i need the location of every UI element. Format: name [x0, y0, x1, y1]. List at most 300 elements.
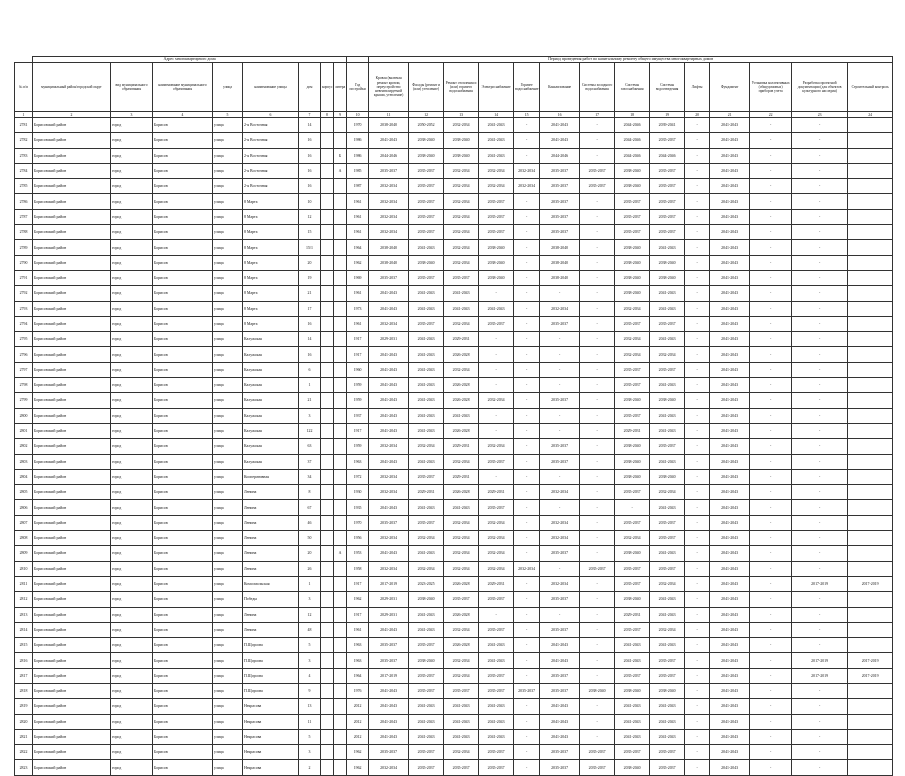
- table-cell: 1959: [347, 378, 369, 393]
- table-cell: 1937: [347, 408, 369, 423]
- column-header: вид муниципального образования: [111, 63, 153, 112]
- table-cell: -: [792, 515, 848, 530]
- table-cell: 17: [299, 301, 321, 316]
- table-cell: 2041-2043: [409, 454, 444, 469]
- table-cell: Борисовский район: [33, 668, 111, 683]
- table-cell: Ленина: [243, 500, 299, 515]
- table-cell: [848, 699, 893, 714]
- table-cell: -: [792, 133, 848, 148]
- table-cell: [848, 546, 893, 561]
- table-cell: 2032-2034: [369, 179, 409, 194]
- table-cell: 2032-2034: [444, 240, 479, 255]
- table-cell: [334, 270, 347, 285]
- table-cell: -: [750, 592, 792, 607]
- table-row: [15, 592, 893, 607]
- table-row: [15, 683, 893, 698]
- column-header: Системы водоотведения: [650, 63, 685, 112]
- column-header: Ремонт отопления и (или) горячего водоснабжения: [444, 63, 479, 112]
- table-cell: улица: [213, 316, 243, 331]
- table-cell: 2041-2043: [369, 500, 409, 515]
- table-cell: 2032-2034: [444, 179, 479, 194]
- table-cell: Борисовский район: [33, 500, 111, 515]
- column-header: Горячее водоснабжение: [514, 63, 540, 112]
- table-cell: -: [514, 225, 540, 240]
- table-cell: 21: [299, 393, 321, 408]
- table-cell: город: [111, 270, 153, 285]
- table-cell: город: [111, 362, 153, 377]
- table-cell: Борисов: [153, 332, 213, 347]
- table-cell: -: [540, 469, 580, 484]
- table-cell: -: [792, 592, 848, 607]
- table-cell: [321, 561, 334, 576]
- table-cell: -: [685, 745, 710, 760]
- table-cell: 2035-2037: [650, 225, 685, 240]
- table-cell: -: [540, 286, 580, 301]
- table-cell: 1969: [347, 270, 369, 285]
- table-cell: -: [685, 378, 710, 393]
- table-cell: 2041-2043: [615, 729, 650, 744]
- table-cell: 2038-2040: [444, 148, 479, 163]
- table-cell: 2811: [15, 576, 33, 591]
- table-cell: [848, 194, 893, 209]
- table-cell: город: [111, 622, 153, 637]
- table-cell: 2035-2037: [650, 194, 685, 209]
- table-cell: 8 Марта: [243, 225, 299, 240]
- table-cell: 63: [299, 439, 321, 454]
- table-cell: город: [111, 133, 153, 148]
- table-cell: 2041-2043: [650, 286, 685, 301]
- table-cell: улица: [213, 225, 243, 240]
- table-cell: 2038-2040: [615, 760, 650, 775]
- table-cell: 1964: [347, 240, 369, 255]
- table-row: [15, 500, 893, 515]
- table-cell: 2038-2040: [615, 270, 650, 285]
- table-cell: 2041-2043: [369, 378, 409, 393]
- table-cell: [321, 683, 334, 698]
- table-cell: 6: [299, 362, 321, 377]
- table-cell: -: [580, 485, 615, 500]
- table-cell: -: [685, 469, 710, 484]
- table-cell: 2041-2043: [409, 286, 444, 301]
- table-cell: [321, 301, 334, 316]
- table-cell: 8 Марта: [243, 240, 299, 255]
- table-cell: 2038-2040: [615, 286, 650, 301]
- table-cell: 2041-2043: [444, 699, 479, 714]
- table-cell: 2038-2040: [479, 240, 514, 255]
- table-cell: [321, 714, 334, 729]
- table-cell: 2038-2040: [615, 255, 650, 270]
- table-cell: -: [514, 408, 540, 423]
- table-cell: 1956: [347, 531, 369, 546]
- table-cell: [321, 576, 334, 591]
- table-cell: 2810: [15, 561, 33, 576]
- table-cell: [848, 729, 893, 744]
- table-cell: 2808: [15, 531, 33, 546]
- table-cell: 1963: [347, 653, 369, 668]
- table-cell: город: [111, 714, 153, 729]
- table-cell: -: [750, 683, 792, 698]
- table-cell: город: [111, 255, 153, 270]
- table-cell: 2788: [15, 225, 33, 240]
- table-cell: 2-я Восточная: [243, 148, 299, 163]
- table-cell: Борисовский район: [33, 561, 111, 576]
- table-cell: 1959: [347, 393, 369, 408]
- table-cell: -: [580, 546, 615, 561]
- table-cell: [334, 576, 347, 591]
- table-cell: 2035-2037: [580, 163, 615, 178]
- table-cell: 2032-2034: [369, 485, 409, 500]
- table-cell: улица: [213, 653, 243, 668]
- table-cell: -: [750, 378, 792, 393]
- table-cell: -: [750, 332, 792, 347]
- table-cell: город: [111, 408, 153, 423]
- table-cell: -: [750, 301, 792, 316]
- table-cell: улица: [213, 393, 243, 408]
- table-cell: Борисов: [153, 653, 213, 668]
- table-cell: 2035-2037: [369, 653, 409, 668]
- table-cell: [321, 179, 334, 194]
- table-cell: -: [514, 270, 540, 285]
- table-cell: 2041-2043: [710, 316, 750, 331]
- table-cell: 2041-2043: [540, 638, 580, 653]
- table-cell: -: [580, 225, 615, 240]
- column-number: 7: [299, 112, 321, 118]
- table-cell: Борисовский район: [33, 362, 111, 377]
- table-cell: -: [750, 531, 792, 546]
- table-cell: 2041-2043: [409, 408, 444, 423]
- table-cell: -: [685, 347, 710, 362]
- table-cell: -: [750, 255, 792, 270]
- table-cell: 1930: [347, 485, 369, 500]
- table-cell: [334, 760, 347, 775]
- table-cell: 2035-2037: [369, 163, 409, 178]
- table-cell: -: [792, 301, 848, 316]
- table-cell: 2041-2043: [409, 729, 444, 744]
- table-cell: 2041-2043: [369, 286, 409, 301]
- table-cell: 2017-2019: [848, 653, 893, 668]
- table-cell: [321, 255, 334, 270]
- table-cell: 2041-2043: [710, 163, 750, 178]
- table-cell: 2041-2043: [369, 546, 409, 561]
- table-cell: 2026-2028: [444, 347, 479, 362]
- table-cell: -: [792, 745, 848, 760]
- table-cell: город: [111, 332, 153, 347]
- table-cell: 2035-2037: [540, 225, 580, 240]
- column-number: 6: [243, 112, 299, 118]
- table-cell: -: [792, 485, 848, 500]
- table-cell: 2032-2034: [540, 515, 580, 530]
- table-cell: 2035-2037: [444, 760, 479, 775]
- table-cell: -: [580, 729, 615, 744]
- table-cell: -: [685, 209, 710, 224]
- table-cell: улица: [213, 301, 243, 316]
- table-cell: 2035-2037: [369, 270, 409, 285]
- table-cell: 2032-2034: [369, 469, 409, 484]
- table-cell: Борисовский район: [33, 469, 111, 484]
- table-cell: 1960: [347, 362, 369, 377]
- table-cell: 1917: [347, 423, 369, 438]
- table-cell: 2035-2037: [369, 515, 409, 530]
- table-cell: [334, 622, 347, 637]
- table-cell: 2035-2037: [540, 546, 580, 561]
- table-row: [15, 607, 893, 622]
- table-cell: 2041-2043: [710, 408, 750, 423]
- table-cell: 2035-2037: [615, 378, 650, 393]
- table-cell: [334, 531, 347, 546]
- table-cell: 2793: [15, 301, 33, 316]
- table-cell: город: [111, 194, 153, 209]
- table-cell: [321, 454, 334, 469]
- table-cell: 2017-2019: [848, 668, 893, 683]
- column-number: 4: [153, 112, 213, 118]
- table-cell: -: [792, 607, 848, 622]
- table-cell: 2041-2043: [479, 133, 514, 148]
- table-cell: -: [792, 240, 848, 255]
- table-cell: 2044-2046: [615, 133, 650, 148]
- table-cell: улица: [213, 714, 243, 729]
- table-cell: -: [685, 194, 710, 209]
- table-cell: 2017-2019: [369, 668, 409, 683]
- table-cell: 2032-2034: [369, 439, 409, 454]
- table-cell: 2035-2037: [650, 745, 685, 760]
- table-cell: [848, 500, 893, 515]
- table-row: [15, 714, 893, 729]
- table-cell: 2041-2043: [369, 683, 409, 698]
- table-cell: 2035-2037: [615, 362, 650, 377]
- table-cell: город: [111, 515, 153, 530]
- table-cell: 4: [299, 668, 321, 683]
- table-cell: -: [792, 179, 848, 194]
- table-cell: -: [514, 500, 540, 515]
- table-cell: Борисов: [153, 622, 213, 637]
- table-cell: -: [750, 408, 792, 423]
- table-cell: 2029-2031: [409, 485, 444, 500]
- table-cell: -: [792, 500, 848, 515]
- table-cell: 2041-2043: [615, 699, 650, 714]
- table-cell: 2035-2037: [615, 622, 650, 637]
- table-cell: -: [514, 240, 540, 255]
- table-cell: 2041-2043: [444, 408, 479, 423]
- table-cell: Калужская: [243, 393, 299, 408]
- table-cell: Ленина: [243, 531, 299, 546]
- table-cell: 1970: [347, 515, 369, 530]
- table-cell: -: [685, 270, 710, 285]
- table-cell: -: [685, 607, 710, 622]
- table-cell: [334, 423, 347, 438]
- table-cell: 2035-2037: [540, 316, 580, 331]
- table-cell: 2035-2037: [409, 683, 444, 698]
- table-cell: [321, 225, 334, 240]
- table-cell: -: [514, 745, 540, 760]
- table-cell: -: [514, 301, 540, 316]
- table-cell: [334, 393, 347, 408]
- table-cell: 2041-2043: [369, 454, 409, 469]
- table-cell: Ленина: [243, 561, 299, 576]
- column-header: улица: [213, 63, 243, 112]
- table-cell: 2041-2043: [479, 653, 514, 668]
- table-cell: 2035-2037: [479, 316, 514, 331]
- table-cell: город: [111, 240, 153, 255]
- table-cell: 2038-2040: [615, 179, 650, 194]
- table-cell: Кооперативная: [243, 469, 299, 484]
- table-cell: 2803: [15, 454, 33, 469]
- table-cell: -: [792, 439, 848, 454]
- table-cell: -: [514, 286, 540, 301]
- table-cell: 2815: [15, 638, 33, 653]
- table-cell: -: [792, 148, 848, 163]
- table-cell: Борисовский район: [33, 683, 111, 698]
- column-header: дом: [299, 63, 321, 112]
- table-cell: Борисовский район: [33, 515, 111, 530]
- table-cell: -: [479, 607, 514, 622]
- table-cell: улица: [213, 286, 243, 301]
- table-cell: 2050-2052: [409, 118, 444, 133]
- table-cell: 2041-2043: [369, 362, 409, 377]
- table-cell: [848, 332, 893, 347]
- table-cell: 2041-2043: [710, 576, 750, 591]
- column-header: наименование улицы: [243, 63, 299, 112]
- table-cell: 2035-2037: [540, 592, 580, 607]
- table-cell: [848, 393, 893, 408]
- column-header: Установка коллективных (общедомовых) приборов учета: [750, 63, 792, 112]
- column-number: 10: [347, 112, 369, 118]
- table-cell: 2041-2043: [409, 240, 444, 255]
- table-cell: 2029-2031: [369, 332, 409, 347]
- table-cell: Борисовский район: [33, 316, 111, 331]
- table-cell: город: [111, 454, 153, 469]
- table-row: [15, 576, 893, 591]
- table-cell: -: [750, 745, 792, 760]
- table-cell: город: [111, 531, 153, 546]
- table-cell: 2041-2043: [479, 729, 514, 744]
- table-cell: -: [685, 454, 710, 469]
- table-cell: -: [685, 118, 710, 133]
- table-cell: 2038-2040: [479, 270, 514, 285]
- table-cell: -: [792, 714, 848, 729]
- table-cell: 2041-2043: [710, 179, 750, 194]
- table-cell: 1962: [347, 592, 369, 607]
- table-cell: 2813: [15, 607, 33, 622]
- table-cell: 2038-2040: [615, 163, 650, 178]
- table-cell: [334, 607, 347, 622]
- table-cell: Борисовский район: [33, 745, 111, 760]
- table-cell: -: [750, 133, 792, 148]
- table-cell: 2041-2043: [710, 209, 750, 224]
- table-cell: 8 Марта: [243, 316, 299, 331]
- table-cell: 2035-2037: [479, 500, 514, 515]
- address-group-header: Адрес многоквартирного дома: [33, 57, 347, 63]
- table-cell: -: [514, 576, 540, 591]
- table-cell: -: [540, 378, 580, 393]
- table-cell: Калужская: [243, 423, 299, 438]
- table-cell: 2032-2034: [369, 316, 409, 331]
- table-cell: 2012: [347, 714, 369, 729]
- table-cell: 2035-2037: [409, 469, 444, 484]
- table-cell: 16: [299, 347, 321, 362]
- table-cell: 1962: [347, 745, 369, 760]
- table-cell: 2799: [15, 393, 33, 408]
- table-cell: 2029-2031: [615, 423, 650, 438]
- table-cell: Борисов: [153, 729, 213, 744]
- table-cell: 2032-2034: [615, 332, 650, 347]
- column-number: 8: [321, 112, 334, 118]
- table-cell: 2026-2028: [444, 423, 479, 438]
- table-cell: 2041-2043: [710, 362, 750, 377]
- table-cell: Борисов: [153, 607, 213, 622]
- table-cell: -: [792, 760, 848, 775]
- table-cell: [848, 454, 893, 469]
- table-cell: -: [685, 316, 710, 331]
- table-cell: 1961: [347, 316, 369, 331]
- table-cell: 2041-2043: [650, 714, 685, 729]
- table-cell: Некрасова: [243, 729, 299, 744]
- table-cell: город: [111, 576, 153, 591]
- table-cell: 2032-2034: [479, 393, 514, 408]
- table-cell: [321, 729, 334, 744]
- table-row: [15, 209, 893, 224]
- table-cell: -: [580, 286, 615, 301]
- table-cell: город: [111, 209, 153, 224]
- table-cell: Борисов: [153, 255, 213, 270]
- table-cell: 2041-2043: [710, 729, 750, 744]
- table-row: [15, 270, 893, 285]
- table-cell: улица: [213, 347, 243, 362]
- table-cell: -: [514, 148, 540, 163]
- table-cell: улица: [213, 423, 243, 438]
- table-cell: город: [111, 469, 153, 484]
- table-cell: [334, 286, 347, 301]
- table-cell: 2032-2034: [409, 439, 444, 454]
- table-cell: 2794: [15, 316, 33, 331]
- table-cell: 1963: [347, 638, 369, 653]
- table-cell: 1986: [347, 148, 369, 163]
- table-cell: [848, 179, 893, 194]
- table-cell: -: [580, 653, 615, 668]
- table-cell: город: [111, 286, 153, 301]
- table-cell: улица: [213, 592, 243, 607]
- table-cell: -: [750, 148, 792, 163]
- table-cell: Борисовский район: [33, 423, 111, 438]
- table-cell: 2044-2046: [540, 148, 580, 163]
- column-number: 18: [615, 112, 650, 118]
- table-cell: 2035-2037: [540, 439, 580, 454]
- table-cell: 19: [299, 270, 321, 285]
- column-header: Кровля (включая ремонт кровли, переустройство невентилируемой крыши, утепление): [369, 63, 409, 112]
- table-cell: [848, 148, 893, 163]
- table-cell: Ленина: [243, 622, 299, 637]
- table-cell: улица: [213, 118, 243, 133]
- table-cell: [334, 699, 347, 714]
- table-cell: 2035-2037: [540, 454, 580, 469]
- table-cell: [848, 240, 893, 255]
- table-cell: город: [111, 561, 153, 576]
- table-cell: 2041-2043: [710, 592, 750, 607]
- table-cell: -: [792, 118, 848, 133]
- table-cell: -: [580, 209, 615, 224]
- column-number: 3: [111, 112, 153, 118]
- column-header: литера: [334, 63, 347, 112]
- table-cell: -: [685, 332, 710, 347]
- table-cell: -: [792, 316, 848, 331]
- table-cell: 2789: [15, 240, 33, 255]
- table-cell: -: [685, 225, 710, 240]
- table-cell: [321, 653, 334, 668]
- table-row: [15, 699, 893, 714]
- table-cell: 2041-2043: [540, 699, 580, 714]
- table-cell: -: [540, 362, 580, 377]
- table-cell: 2038-2040: [409, 592, 444, 607]
- table-cell: -: [514, 393, 540, 408]
